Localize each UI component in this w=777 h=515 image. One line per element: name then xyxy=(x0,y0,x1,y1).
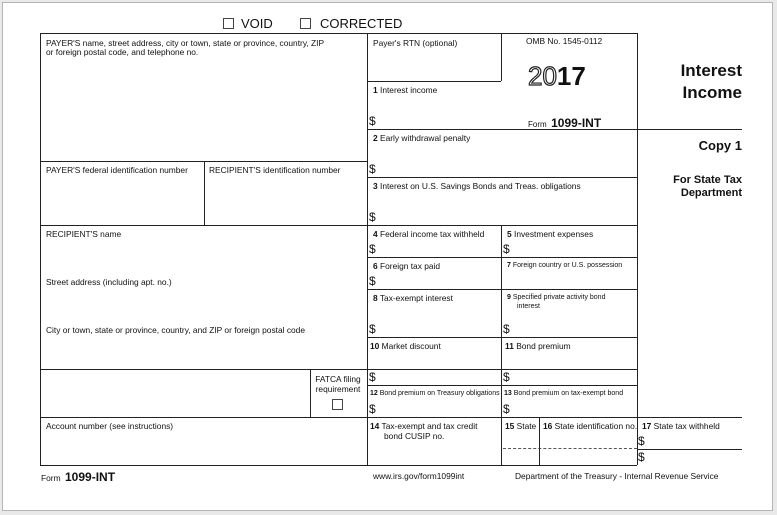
box3-label xyxy=(373,181,581,191)
street-address-label: Street address (including apt. no.) xyxy=(46,277,172,287)
box6-dollar: $ xyxy=(369,274,376,288)
box1-dollar: $ xyxy=(369,114,376,128)
box5-text: Investment expenses xyxy=(514,229,594,239)
box7-text: Foreign country or U.S. possession xyxy=(512,262,623,269)
box8-number: 8 xyxy=(373,293,378,303)
box2-field[interactable] xyxy=(380,160,630,176)
form-bottom-border xyxy=(40,465,637,466)
tin-divider xyxy=(204,161,205,225)
fatca-label-2: requirement xyxy=(315,384,361,394)
box17-dollar-2: $ xyxy=(638,450,645,464)
box12-dollar: $ xyxy=(369,402,376,416)
box17-label xyxy=(642,421,720,431)
copy-for-line2: Department xyxy=(680,187,742,199)
void-checkbox[interactable] xyxy=(223,18,234,29)
box14-field[interactable] xyxy=(370,443,498,463)
right-divider xyxy=(637,33,638,465)
footer-form-name: 1099-INT xyxy=(65,470,116,484)
rtn-bottom-line xyxy=(367,81,501,82)
box13-label xyxy=(504,390,623,398)
account-number-label: Account number (see instructions) xyxy=(46,421,174,431)
footer-form-id xyxy=(41,468,115,486)
box12-number: 12 xyxy=(370,390,378,397)
box8-field[interactable] xyxy=(380,320,498,336)
form-name-top: 1099-INT xyxy=(551,116,602,130)
box9-dollar: $ xyxy=(503,322,510,336)
box16-number: 16 xyxy=(543,421,553,431)
box11-dollar: $ xyxy=(503,370,510,384)
box9-field[interactable] xyxy=(514,320,634,336)
box6-label xyxy=(373,261,440,271)
box13-text: Bond premium on tax-exempt bond xyxy=(513,390,624,397)
box12-text: Bond premium on Treasury obligations xyxy=(379,390,500,397)
box12-field[interactable] xyxy=(380,400,498,415)
rtn-right-line xyxy=(501,33,502,81)
box4-label xyxy=(373,229,484,239)
account-number-field[interactable] xyxy=(42,432,364,463)
box11-label xyxy=(505,341,571,351)
payer-fed-id-field[interactable] xyxy=(42,178,202,223)
box2-label xyxy=(373,133,470,143)
form-prefix-top: Form xyxy=(528,120,547,129)
box1-number: 1 xyxy=(373,85,378,95)
box1-label xyxy=(373,85,437,95)
form-title-line1: Interest xyxy=(680,61,742,80)
box8-label xyxy=(373,293,453,303)
void-label: VOID xyxy=(241,16,273,31)
corrected-checkbox[interactable] xyxy=(300,18,311,29)
copy-for-line1: For State Tax xyxy=(673,174,742,186)
state-id-divider xyxy=(539,417,540,465)
box3-number: 3 xyxy=(373,181,378,191)
recipient-name-label: RECIPIENT'S name xyxy=(46,229,122,239)
box9-text: Specified private activity bond xyxy=(512,294,606,301)
box6-number: 6 xyxy=(373,261,378,271)
fatca-checkbox[interactable] xyxy=(332,399,343,410)
box7-label xyxy=(507,262,622,270)
payer-name-label-2: or foreign postal code, and telephone no. xyxy=(46,47,199,57)
box17-field-1[interactable] xyxy=(648,433,740,448)
box3-dollar: $ xyxy=(369,210,376,224)
box9-number: 9 xyxy=(507,294,511,301)
corrected-label: CORRECTED xyxy=(320,16,403,31)
box4-field[interactable] xyxy=(380,241,498,256)
box13-field[interactable] xyxy=(514,400,634,415)
box5-field[interactable] xyxy=(514,241,634,256)
box13-dollar: $ xyxy=(503,402,510,416)
box11-field[interactable] xyxy=(514,370,634,384)
payer-name-label: PAYER'S name, street address, city or town, state or province, country, ZIP xyxy=(46,38,325,48)
box9-label xyxy=(507,294,605,302)
box5-number: 5 xyxy=(507,229,512,239)
box2-number: 2 xyxy=(373,133,378,143)
box6-field[interactable] xyxy=(380,273,498,288)
form-title-line2: Income xyxy=(682,83,742,102)
box17-dollar-1: $ xyxy=(638,434,645,448)
tax-year xyxy=(528,62,586,90)
box17-text: State tax withheld xyxy=(653,421,720,431)
fatca-label-1: FATCA filing xyxy=(315,374,361,384)
box17-number: 17 xyxy=(642,421,652,431)
box5-dollar: $ xyxy=(503,242,510,256)
box8-text: Tax-exempt interest xyxy=(379,293,453,303)
box15-field[interactable] xyxy=(504,432,537,463)
city-state-label: City or town, state or province, country, and ZIP or foreign postal code xyxy=(46,325,305,335)
box14-text-2: bond CUSIP no. xyxy=(384,431,445,441)
omb-number: OMB No. 1545-0112 xyxy=(526,36,603,46)
recipient-id-field[interactable] xyxy=(206,178,365,223)
box-column-divider xyxy=(501,225,502,465)
box8-dollar: $ xyxy=(369,322,376,336)
tax-year-suffix: 17 xyxy=(556,61,586,91)
box11-text: Bond premium xyxy=(516,341,571,351)
payer-rtn-label: Payer's RTN (optional) xyxy=(373,38,458,48)
box15-number: 15 xyxy=(505,421,515,431)
box10-field[interactable] xyxy=(380,370,498,384)
box1-field[interactable] xyxy=(380,112,498,128)
box6-text: Foreign tax paid xyxy=(380,261,441,271)
box3-field[interactable] xyxy=(380,208,630,224)
box15-text: State xyxy=(516,421,537,431)
form-id-top xyxy=(528,114,601,132)
box10-dollar: $ xyxy=(369,370,376,384)
box2-dollar: $ xyxy=(369,162,376,176)
center-divider xyxy=(367,33,368,465)
tax-year-prefix: 20 xyxy=(528,61,557,91)
box17-field-2[interactable] xyxy=(648,450,740,464)
copy-label: Copy 1 xyxy=(698,138,742,153)
box3-bottom-line xyxy=(40,225,637,226)
recipient-address-field[interactable] xyxy=(42,240,364,367)
footer-form-prefix: Form xyxy=(41,473,61,483)
payer-fed-id-label: PAYER'S federal identification number xyxy=(46,165,188,175)
box8-bottom-line xyxy=(367,337,637,338)
payer-name-field[interactable] xyxy=(42,60,364,158)
box16-field[interactable] xyxy=(541,432,635,463)
box4-bottom-line xyxy=(367,257,637,258)
box14-number: 14 xyxy=(370,421,380,431)
box14-label xyxy=(370,421,477,431)
box13-number: 13 xyxy=(504,390,512,397)
box3-text: Interest on U.S. Savings Bonds and Treas. obligations xyxy=(380,181,581,191)
box2-text: Early withdrawal penalty xyxy=(380,133,471,143)
box16-text: State identification no. xyxy=(554,421,638,431)
box12-label xyxy=(370,390,500,398)
box1-text: Interest income xyxy=(380,85,438,95)
recipient-id-label: RECIPIENT'S identification number xyxy=(209,165,341,175)
box7-field[interactable] xyxy=(504,273,634,288)
box4-dollar: $ xyxy=(369,242,376,256)
footer-url: www.irs.gov/form1099int xyxy=(373,471,465,481)
box7-number: 7 xyxy=(507,262,511,269)
form-left-border xyxy=(40,33,41,465)
box11-number: 11 xyxy=(505,341,514,351)
box10-text: Market discount xyxy=(381,341,441,351)
box15-label xyxy=(505,421,536,431)
form-top-border xyxy=(40,33,637,34)
box14-text: Tax-exempt and tax credit xyxy=(381,421,478,431)
box16-label xyxy=(543,421,637,431)
box10-label xyxy=(370,341,441,351)
box4-number: 4 xyxy=(373,229,378,239)
box2-bottom-line xyxy=(367,177,637,178)
box6-bottom-line xyxy=(367,289,637,290)
footer-department: Department of the Treasury - Internal Revenue Service xyxy=(515,471,719,481)
box10-number: 10 xyxy=(370,341,380,351)
box4-text: Federal income tax withheld xyxy=(380,229,485,239)
box9-text-2: interest xyxy=(517,303,540,310)
box12-top-line xyxy=(367,385,637,386)
box5-label xyxy=(507,229,593,239)
